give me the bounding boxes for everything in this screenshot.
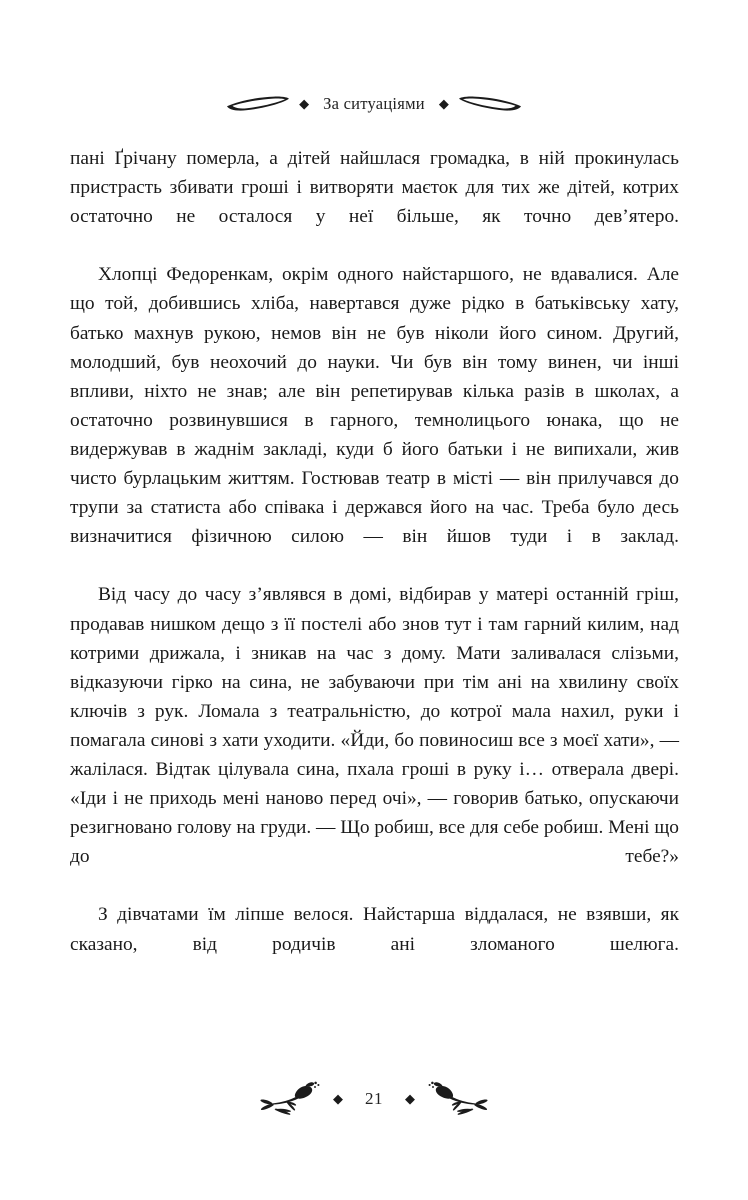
diamond-icon-footer-left: ◆	[333, 1090, 343, 1106]
diamond-icon-footer-right: ◆	[405, 1090, 415, 1106]
floral-branch-ornament-left	[260, 1081, 326, 1117]
paragraph: Хлопці Федоренкам, окрім одного найстаршого, не вдавалися. Але що той, добившись хліба, навертався дуже рідко в батьківську хату, батько махнув рукою, немов він не був ніколи його сином. Другий, молодший, був неохочий до науки. Чи був він тому винен, чи інші впливи, ніхто не знав; але він репетирував кілька разів в школах, а остаточно розвинувшися в гарного, темнолицього юнака, що не видержував в жаднім закладі, куди б його батьки і не випихали, жив чисто бурлацьким життям. Гостював театр в місті — він прилучався до трупи за статиста або співака і держався його на час. Треба було десь визначитися фізичною силою — він йшов туди і в заклад.	[70, 264, 679, 548]
diamond-icon-left: ◆	[299, 95, 310, 111]
leaf-ornament-left	[226, 95, 290, 113]
page-number: 21	[365, 1089, 383, 1108]
diamond-icon-right: ◆	[438, 95, 449, 111]
running-head	[0, 88, 748, 120]
body-text	[70, 144, 679, 988]
leaf-ornament-right	[458, 95, 522, 113]
floral-branch-ornament-right	[422, 1081, 488, 1117]
paragraph: Від часу до часу з’являвся в домі, відбирав у матері останній гріш, продавав нишком дещо з її постелі або знов тут і там гарний килим, над котрими дрижала, і зникав на час з дому. Мати заливалася слізьми, відказуючи гірко на сина, не забуваючи при тім ані на хвилину своїх ключів з рук. Ломала з театральністю, до котрої мала нахил, руки і помагала синові з хати уходити. «Йди, бо повиносиш все з моєї хати», — жалілася. Відтак цілувала сина, пхала гроші в руку і… отверала двері. «Іди і не приходь мені наново перед очі», — говорив батько, опускаючи резигновано голову на груди. — Що робиш, все для себе робиш. Мені що до тебе?»	[70, 584, 679, 868]
paragraph: пані Ґрічану померла, а дітей найшлася громадка, в ній прокинулась пристрасть збивати гроші і витворяти маєток для тих же дітей, котрих остаточно не осталося у неї більше, як точно дев’ятеро.	[70, 148, 679, 228]
page-title: За ситуаціями	[323, 94, 425, 113]
page-footer	[0, 1080, 748, 1118]
paragraph: З дівчатами їм ліпше велося. Найстарша віддалася, не взявши, як сказано, від родичів ані зломаного шелюга.	[70, 904, 679, 955]
